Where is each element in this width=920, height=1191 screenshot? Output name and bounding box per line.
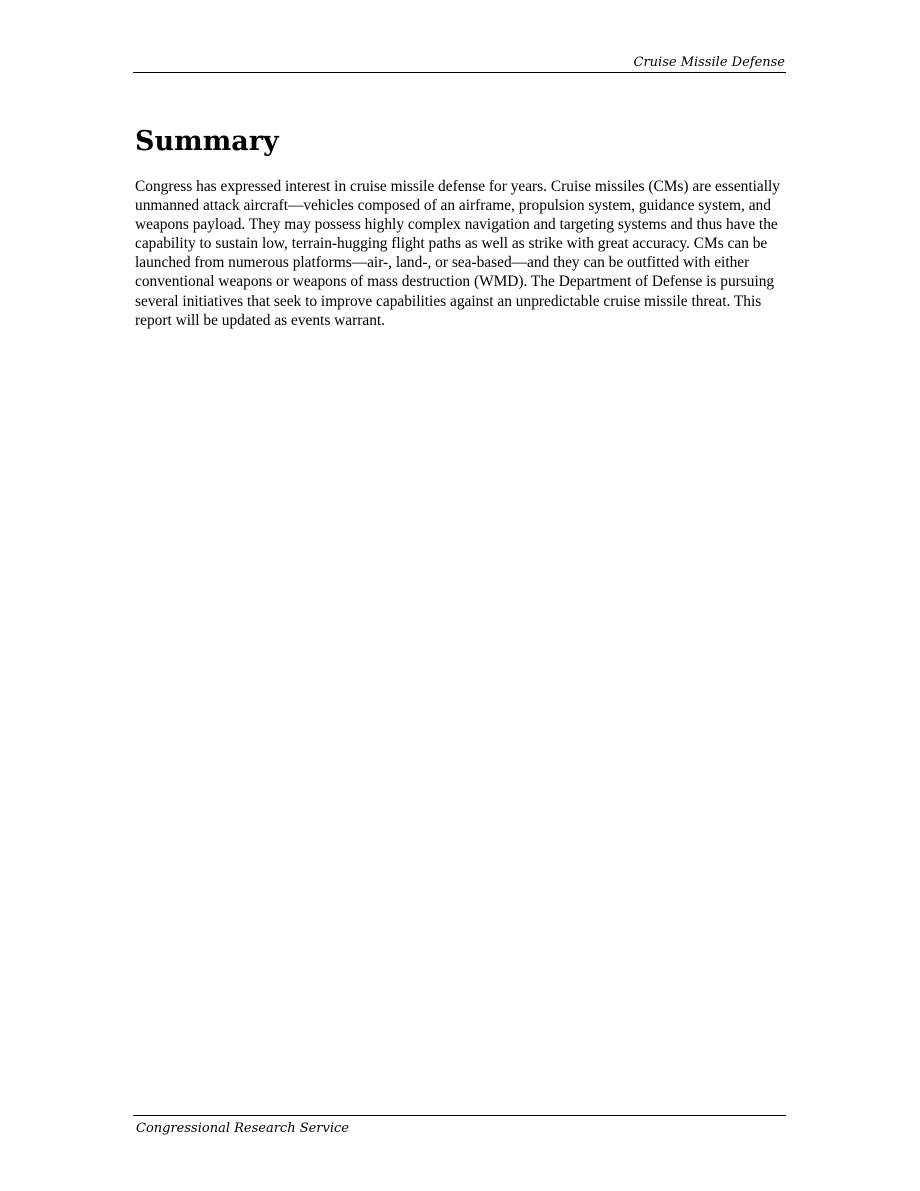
running-header xyxy=(133,54,786,73)
section-heading: Summary xyxy=(135,126,279,157)
running-header-title: Cruise Missile Defense xyxy=(633,55,785,70)
summary-paragraph: Congress has expressed interest in cruise missile defense for years. Cruise missiles (CMs) are essentially unmanned attack aircraft—vehicles composed of an airframe, propulsion system, guidance system, and weapons payload. They may possess highly complex navigation and targeting systems and thus have the capability to sustain low, terrain-hugging flight paths as well as strike with great accuracy. CMs can be launched from numerous platforms—air-, land-, or sea-based—and they can be outfitted with either conventional weapons or weapons of mass destruction (WMD). The Department of Defense is pursuing several initiatives that seek to improve capabilities against an unpredictable cruise missile threat. This report will be updated as events warrant. xyxy=(135,178,780,329)
running-footer xyxy=(133,1115,786,1139)
footer-organization: Congressional Research Service xyxy=(136,1121,350,1136)
